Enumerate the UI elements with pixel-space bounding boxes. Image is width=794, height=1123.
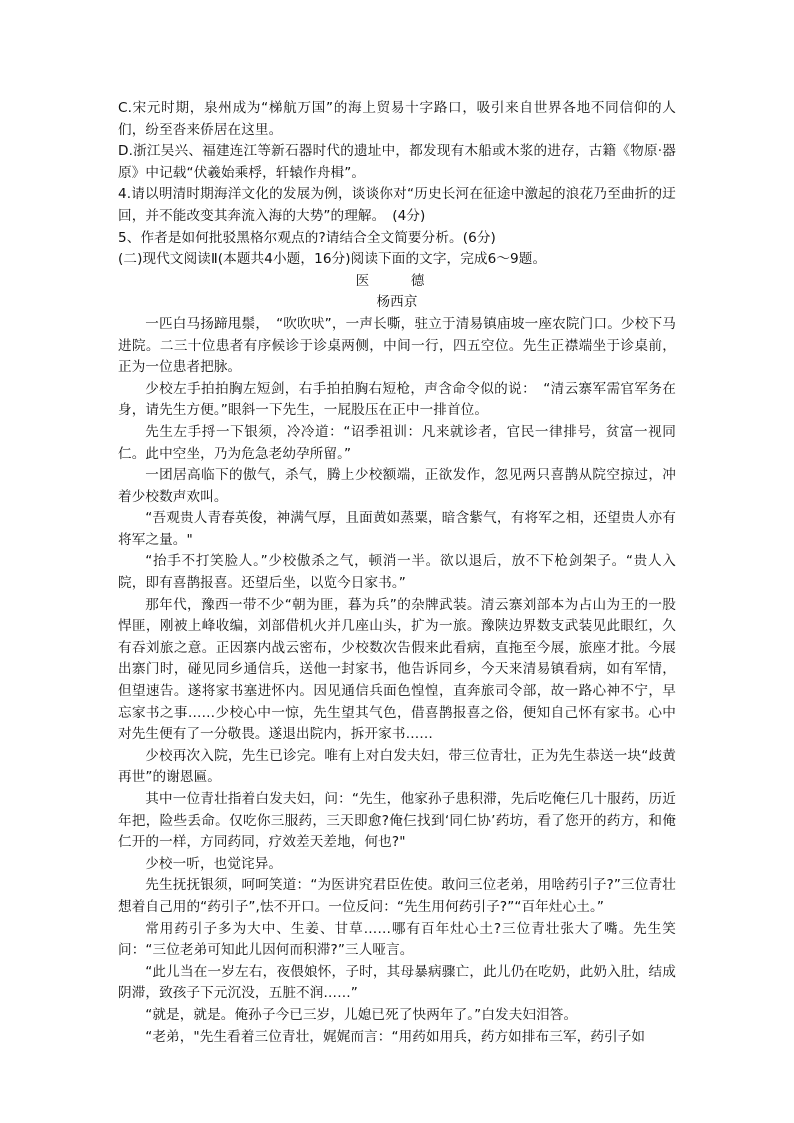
article-paragraph: 一团居高临下的傲气，杀气，腾上少校额端，正欲发作，忽见两只喜鹊从院空掠过，冲着少校数声欢叫。 — [118, 467, 676, 505]
article-paragraph: 那年代，豫西一带不少“朝为匪，暮为兵”的杂牌武装。清云寨刘部本为占山为王的一股悍匪，刚被上峰收编，刘部借机火并几座山头，扩为一旅。豫陕边界数支武装见此眼红，久有吞刘旅之意。正因寨内战云密布，少校数次告假来此看病，直拖至今展，旅座才批。今展出寨门时，碰见同乡通信兵，送他一封家书，他告诉同乡，今天来清易镇看病，如有军情，但望速告。遂将家书塞进怀内。因见通信兵面色惶惶，直奔旅司令部，故一路心神不宁，早忘家书之事……少校心中一惊，先生望其气色，借喜鹊报喜之俗，便知自己怀有家书。心中对先生便有了一分敬畏。遂退出院内，拆开家书…… — [118, 596, 676, 743]
section-heading: (二)现代文阅读Ⅱ(本题共4小题，16分)阅读下面的文字，完成6～9题。 — [118, 251, 547, 268]
article-paragraph: “就是，就是。俺孙子今已三岁，儿媳已死了快两年了。”白发夫妇泪答。 — [145, 1006, 578, 1023]
article-paragraph: “抬手不打笑脸人。”少校傲杀之气，顿消一半。欲以退后，放不下枪剑架子。“贵人入院，即有喜鹊报喜。还望后坐，以览今日家书。” — [118, 553, 676, 592]
document-page — [118, 98, 676, 1048]
article-paragraph: 少校一听，也觉诧异。 — [145, 855, 283, 872]
article-paragraph: 先生左手捋一下银须，冷冷道：“诏季祖训：凡来就诊者，官民一律排号，贫富一视同仁。此中空坐，乃为危急老幼孕所留。” — [118, 423, 676, 462]
question-5: 5、作者是如何批驳黑格尔观点的?请结合全文简要分析。(6分) — [118, 229, 496, 246]
article-paragraph: 其中一位青壮指着白发夫妇，问：“先生，他家孙子患积滞，先后吃俺仨几十服药，历近年把，险些丢命。仅吃你三服药，三天即愈?俺仨找到‘同仁协’药坊，看了您开的药方，和俺仁开的一样，方同药同，疗效差天差地，何也?" — [118, 791, 676, 851]
article-title: 医 德 — [355, 272, 439, 289]
article-author: 杨西京 — [376, 294, 418, 311]
article-paragraph: “此儿当在一岁左右，夜偎娘怀，子时，其母暴病骤亡，此儿仍在吃奶，此奶入肚，结成阴滞，致孩子下元沉没，五脏不润……” — [118, 963, 676, 1002]
question-4: 4.请以明清时期海洋文化的发展为例，谈谈你对“历史长河在征途中激起的浪花乃至曲折的迂回，并不能改变其奔流入海的大势”的理解。 (4分) — [118, 186, 676, 224]
option-c: C.宋元时期，泉州成为“梯航万国”的海上贸易十字路口，吸引来自世界各地不同信仰的人们，纷至沓来侨居在这里。 — [118, 100, 676, 138]
option-d: D.浙江吴兴、福建连江等新石器时代的遗址中，都发现有木船或木浆的进存，古籍《物原·器原》中记载“伏羲始乘桴，轩辕作舟楫”。 — [118, 143, 676, 181]
article-paragraph: 少校左手拍拍胸左短剑，右手拍拍胸右短枪，声含命令似的说： “清云寨军需官军务在身，请先生方便。”眼斜一下先生，一屁股压在正中一排首位。 — [118, 380, 676, 419]
article-paragraph: “老弟，"先生看着三位青壮，娓娓而言：“用药如用兵，药方如排布三军，药引子如 — [145, 1028, 646, 1045]
article-paragraph: 常用药引子多为大中、生姜、甘草……哪有百年灶心土?三位青壮张大了嘴。先生笑问：“三位老弟可知此儿因何而积滞?”三人哑言。 — [118, 920, 676, 959]
article-paragraph: “吾观贵人青春英俊，神满气厚，且面黄如蒸粟，暗含紫气，有将军之相，还望贵人亦有将军之量。" — [118, 510, 676, 548]
article-paragraph: 一匹白马扬蹄甩鬃， “吹吹吠”，一声长嘶，驻立于清易镇庙坡一座农院门口。少校下马进院。二三十位患者有序候诊于诊桌两侧，中间一行，四五空位。先生正襟端坐于诊桌前，正为一位患者把脉。 — [118, 315, 676, 376]
article-paragraph: 先生抚抚银须，呵呵笑道：“为医讲究君臣佐使。敢问三位老弟，用啥药引子?”三位青壮想着自己用的“药引子”,怯不开口。一位反问：“先生用何药引子?”“百年灶心土。” — [118, 877, 676, 915]
article-paragraph: 少校再次入院，先生已诊完。唯有上对白发夫妇，带三位青壮，正为先生恭送一块“歧黄再世”的谢恩匾。 — [118, 747, 676, 786]
